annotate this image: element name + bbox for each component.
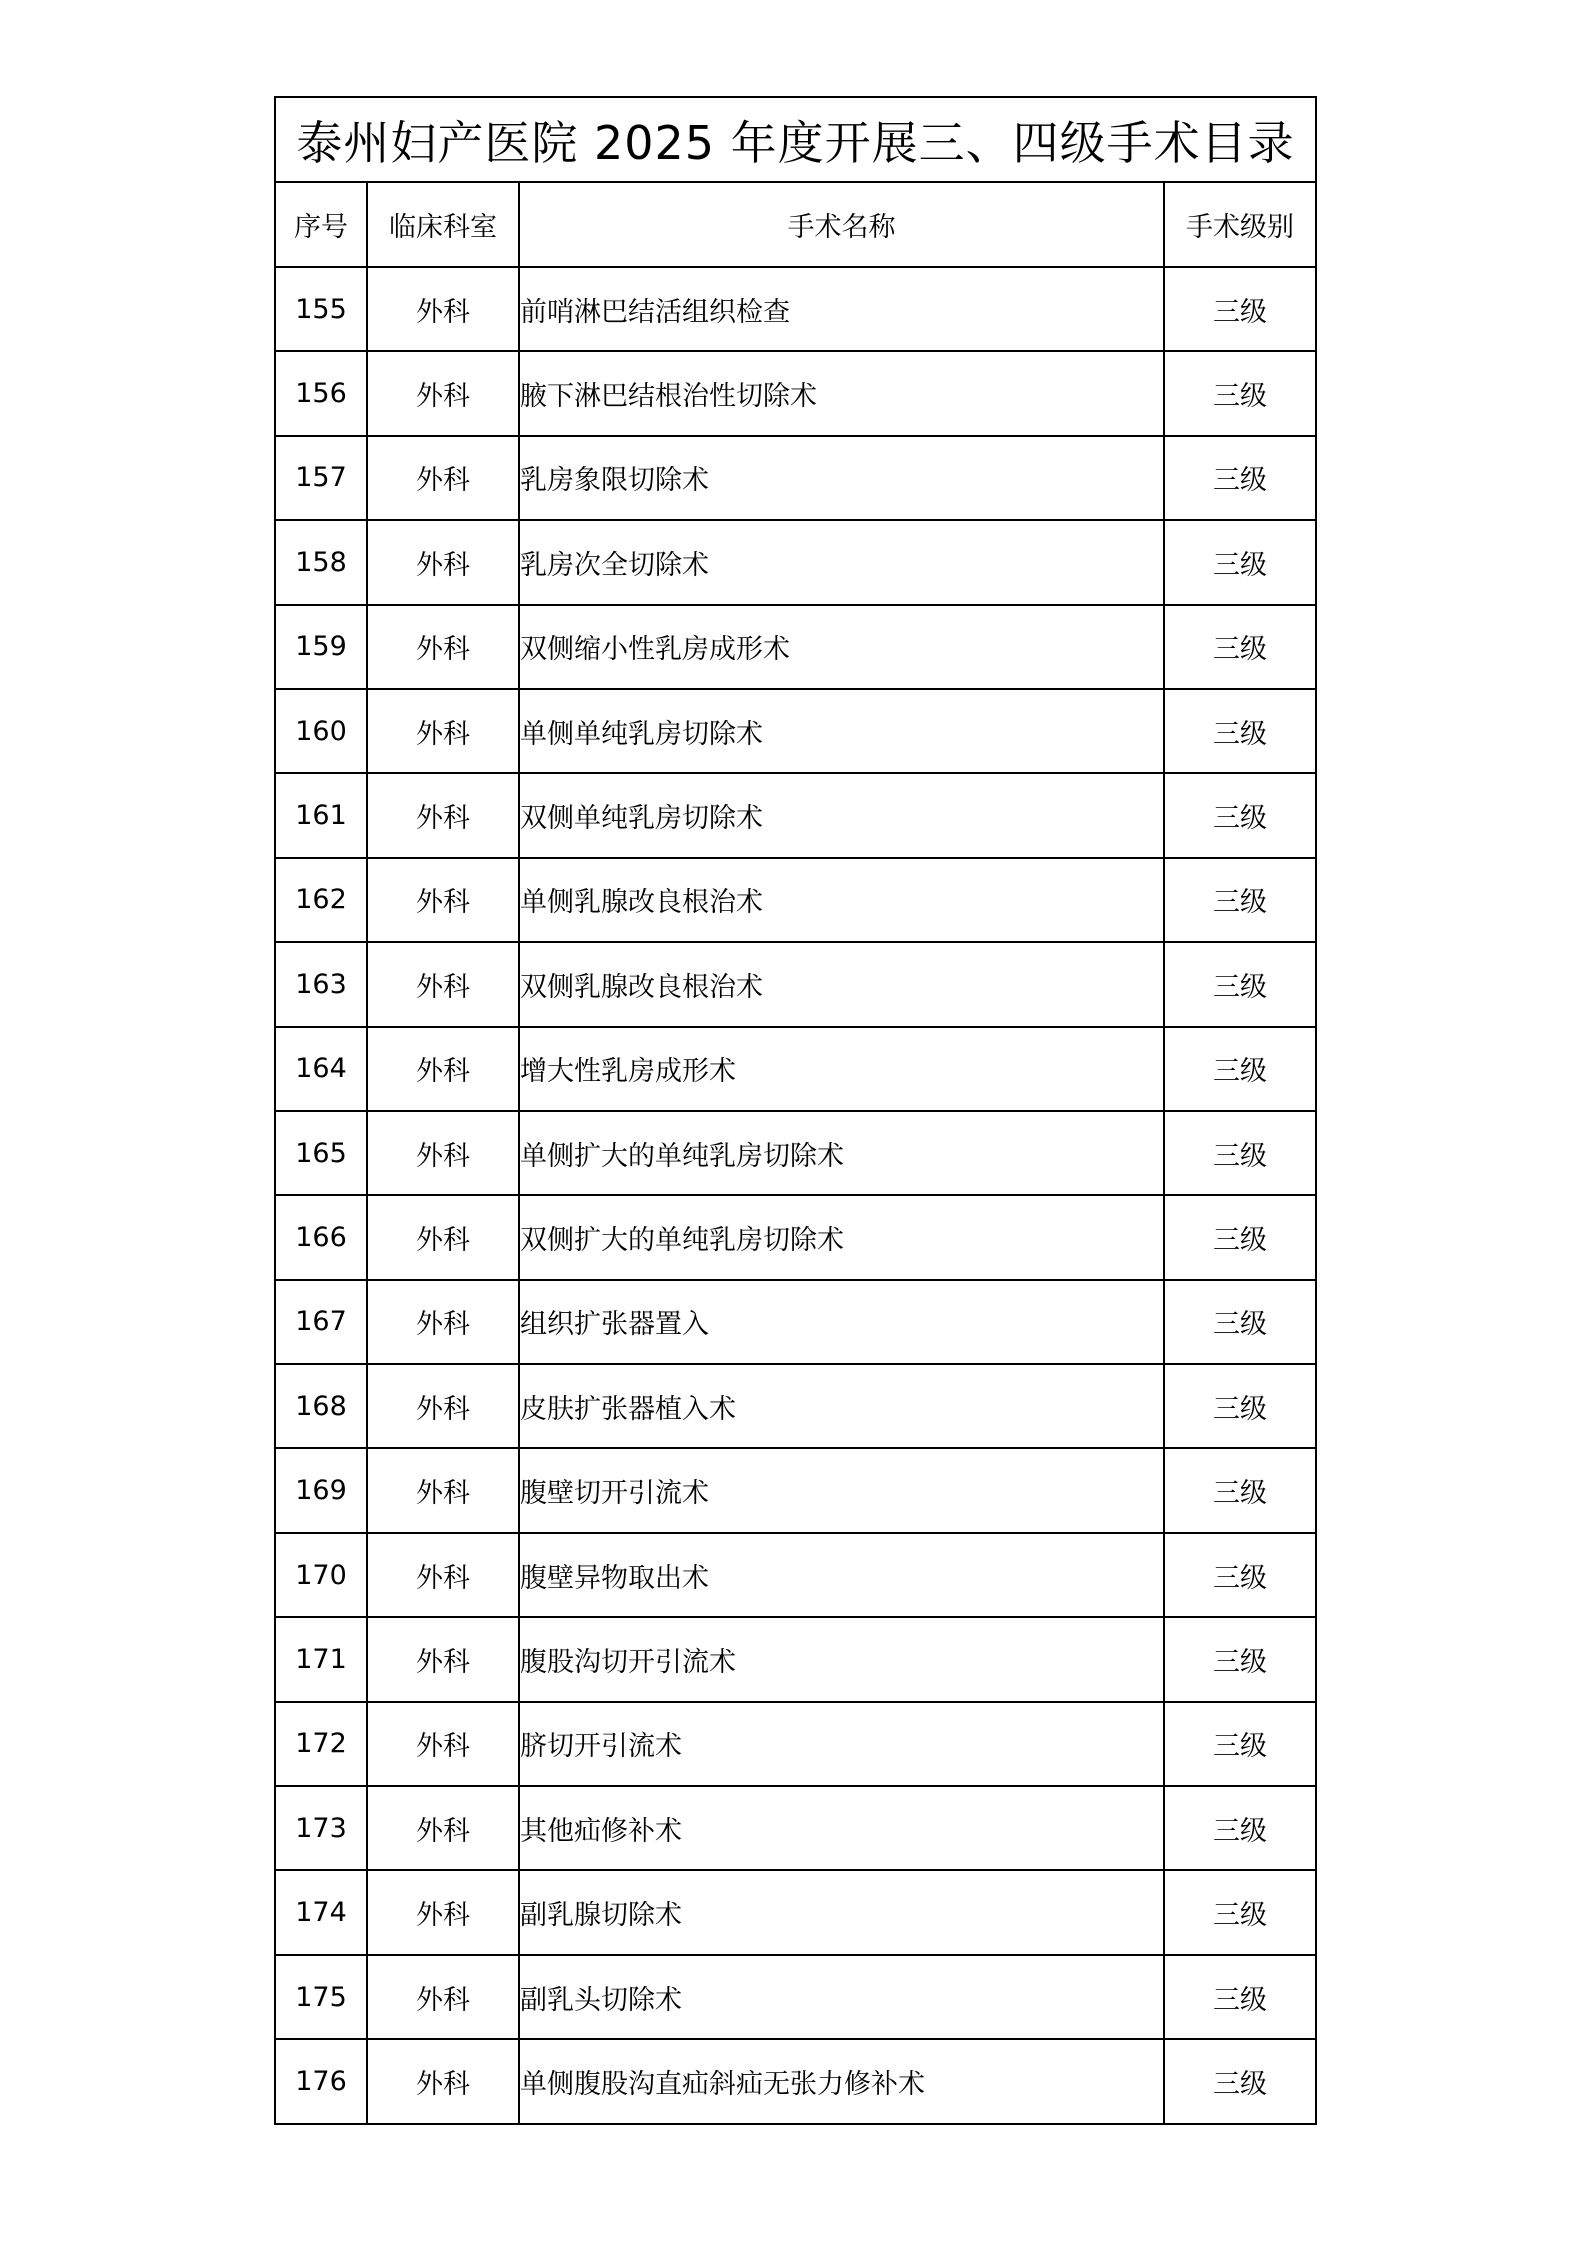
row-department: 外科 [367,1786,519,1870]
table-row [275,1786,1316,1870]
row-surgery-name: 前哨淋巴结活组织检查 [519,267,1164,351]
row-surgery-name: 单侧乳腺改良根治术 [519,858,1164,942]
row-department: 外科 [367,773,519,857]
table-row [275,689,1316,773]
row-level: 三级 [1164,520,1316,604]
row-surgery-name: 增大性乳房成形术 [519,1027,1164,1111]
row-surgery-name: 单侧扩大的单纯乳房切除术 [519,1111,1164,1195]
row-index: 168 [275,1364,367,1448]
row-index: 155 [275,267,367,351]
row-level: 三级 [1164,1702,1316,1786]
row-surgery-name: 单侧单纯乳房切除术 [519,689,1164,773]
row-surgery-name: 乳房次全切除术 [519,520,1164,604]
row-index: 174 [275,1870,367,1954]
row-index: 169 [275,1448,367,1532]
table-row [275,1533,1316,1617]
table-row [275,1870,1316,1954]
row-level: 三级 [1164,436,1316,520]
row-surgery-name: 双侧单纯乳房切除术 [519,773,1164,857]
row-index: 160 [275,689,367,773]
row-level: 三级 [1164,1195,1316,1279]
row-department: 外科 [367,1702,519,1786]
row-surgery-name: 皮肤扩张器植入术 [519,1364,1164,1448]
row-department: 外科 [367,267,519,351]
row-surgery-name: 腋下淋巴结根治性切除术 [519,351,1164,435]
row-department: 外科 [367,1027,519,1111]
row-level: 三级 [1164,2039,1316,2123]
column-header-department: 临床科室 [367,182,519,267]
row-surgery-name: 脐切开引流术 [519,1702,1164,1786]
row-department: 外科 [367,1533,519,1617]
row-surgery-name: 双侧乳腺改良根治术 [519,942,1164,1026]
row-index: 158 [275,520,367,604]
row-department: 外科 [367,436,519,520]
row-index: 162 [275,858,367,942]
table-row [275,2039,1316,2123]
row-level: 三级 [1164,1786,1316,1870]
row-surgery-name: 副乳腺切除术 [519,1870,1164,1954]
row-department: 外科 [367,1617,519,1701]
row-surgery-name: 腹股沟切开引流术 [519,1617,1164,1701]
column-header-level: 手术级别 [1164,182,1316,267]
row-index: 161 [275,773,367,857]
row-department: 外科 [367,942,519,1026]
row-department: 外科 [367,520,519,604]
row-level: 三级 [1164,1955,1316,2039]
row-surgery-name: 腹壁切开引流术 [519,1448,1164,1532]
table-row [275,1111,1316,1195]
row-surgery-name: 副乳头切除术 [519,1955,1164,2039]
table-row [275,1280,1316,1364]
row-level: 三级 [1164,689,1316,773]
table-row [275,1448,1316,1532]
table-row [275,1955,1316,2039]
table-row [275,1617,1316,1701]
row-level: 三级 [1164,942,1316,1026]
row-surgery-name: 腹壁异物取出术 [519,1533,1164,1617]
row-level: 三级 [1164,1533,1316,1617]
row-index: 170 [275,1533,367,1617]
table-row [275,351,1316,435]
row-level: 三级 [1164,1448,1316,1532]
row-department: 外科 [367,1280,519,1364]
row-index: 175 [275,1955,367,2039]
row-index: 157 [275,436,367,520]
title-row [275,97,1316,182]
surgery-catalog-table [274,96,1317,2125]
row-surgery-name: 双侧扩大的单纯乳房切除术 [519,1195,1164,1279]
row-index: 159 [275,605,367,689]
table-row [275,1027,1316,1111]
row-level: 三级 [1164,351,1316,435]
row-surgery-name: 乳房象限切除术 [519,436,1164,520]
row-level: 三级 [1164,773,1316,857]
table-row [275,858,1316,942]
row-surgery-name: 组织扩张器置入 [519,1280,1164,1364]
table-row [275,1195,1316,1279]
table-row [275,436,1316,520]
row-level: 三级 [1164,267,1316,351]
row-index: 156 [275,351,367,435]
row-index: 173 [275,1786,367,1870]
row-level: 三级 [1164,858,1316,942]
table-row [275,1364,1316,1448]
row-level: 三级 [1164,1870,1316,1954]
document-title: 泰州妇产医院 2025 年度开展三、四级手术目录 [275,97,1316,182]
row-index: 176 [275,2039,367,2123]
row-level: 三级 [1164,1111,1316,1195]
row-level: 三级 [1164,1617,1316,1701]
row-surgery-name: 双侧缩小性乳房成形术 [519,605,1164,689]
row-department: 外科 [367,1364,519,1448]
row-department: 外科 [367,858,519,942]
row-department: 外科 [367,1111,519,1195]
column-header-surgery-name: 手术名称 [519,182,1164,267]
row-department: 外科 [367,351,519,435]
row-index: 163 [275,942,367,1026]
row-level: 三级 [1164,1364,1316,1448]
row-index: 172 [275,1702,367,1786]
table-row [275,605,1316,689]
table-row [275,773,1316,857]
row-level: 三级 [1164,605,1316,689]
table-row [275,520,1316,604]
row-index: 164 [275,1027,367,1111]
table-row [275,1702,1316,1786]
row-department: 外科 [367,605,519,689]
column-header-index: 序号 [275,182,367,267]
row-surgery-name: 单侧腹股沟直疝斜疝无张力修补术 [519,2039,1164,2123]
header-row [275,182,1316,267]
table-row [275,267,1316,351]
row-index: 167 [275,1280,367,1364]
row-index: 166 [275,1195,367,1279]
row-surgery-name: 其他疝修补术 [519,1786,1164,1870]
table-row [275,942,1316,1026]
row-department: 外科 [367,1195,519,1279]
row-department: 外科 [367,689,519,773]
row-level: 三级 [1164,1027,1316,1111]
row-department: 外科 [367,1955,519,2039]
row-department: 外科 [367,1448,519,1532]
row-department: 外科 [367,2039,519,2123]
row-index: 165 [275,1111,367,1195]
row-level: 三级 [1164,1280,1316,1364]
row-index: 171 [275,1617,367,1701]
row-department: 外科 [367,1870,519,1954]
